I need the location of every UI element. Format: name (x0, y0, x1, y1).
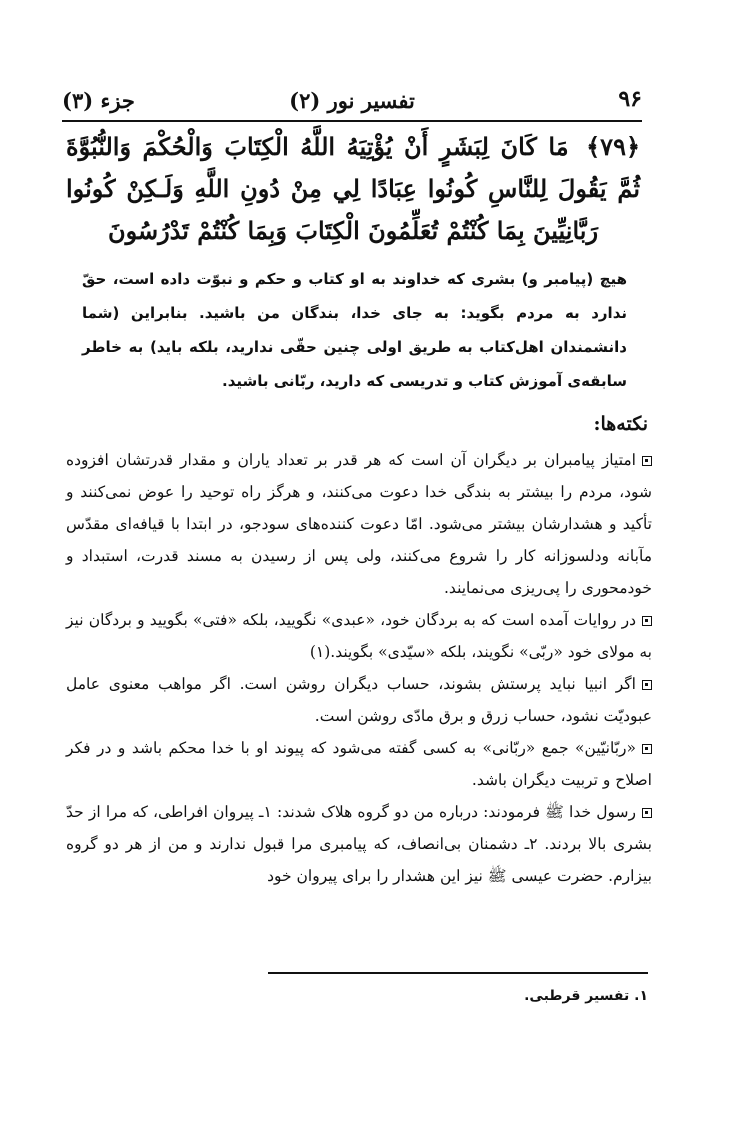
note-item (66, 668, 652, 732)
book-title: تفسیر نور (۲) (289, 88, 415, 113)
square-bullet-icon (642, 744, 652, 754)
note-item (66, 604, 652, 668)
header-rule (62, 120, 642, 122)
notes-heading: نکته‌ها: (593, 413, 648, 435)
verse-translation: هیچ (پیامبر و) بشری که خداوند به او کتاب و حکم و نبوّت داده است، حقّ ندارد به مردم بگوید: به جای خدا، بندگان من باشید. بنابراین (شما دانشمندان اهل‌کتاب به طریق اولی چنین حقّی ندارید، بلکه باید) به خاطر سابقه‌ی آموزش کتاب و تدریسی که دارید، ربّانی باشید. (82, 270, 627, 390)
footnote: ۱. تفسیر قرطبی. (524, 988, 648, 1004)
note-item (66, 796, 652, 892)
notes-list (66, 444, 652, 892)
note-text: امتیاز پیامبران بر دیگران آن است که هر قدر بر تعداد یاران و مقدار قدرتشان افزوده شود، مردم را بیشتر به بندگی خدا دعوت می‌کنند، و هرگز راه توحید را عوض نمی‌کنند و تأکید و هشدارشان بیشتر می‌شود. امّا دعوت کننده‌های سودجو، در ابتدا با قیافه‌ای مقدّس مآبانه ودلسوزانه کار را شروع می‌کنند، ولی پس از رسیدن به مسند قدرت، استبداد و خودمحوری را پی‌ریزی می‌نمایند. (66, 451, 652, 597)
page-number: ۹۶ (618, 86, 642, 112)
verse-text: مَا كَانَ لِبَشَرٍ أَنْ يُؤْتِيَهُ اللَّهُ الْكِتَابَ وَالْحُكْمَ وَالنُّبُوَّةَ ثُمَّ يَقُولَ لِلنَّاسِ كُونُوا عِبَادًا لِي مِنْ دُونِ اللَّهِ وَلَـكِنْ كُونُوا رَبَّانِيِّينَ بِمَا كُنْتُمْ تُعَلِّمُونَ الْكِتَابَ وَبِمَا كُنْتُمْ تَدْرُسُونَ (66, 132, 640, 245)
note-text: اگر انبیا نباید پرستش بشوند، حساب دیگران روشن است. اگر مواهب معنوی عامل عبودیّت نشود، حساب زرق و برق مادّی روشن است. (66, 675, 652, 725)
note-item (66, 444, 652, 604)
quran-verse (66, 126, 640, 252)
footnote-rule (268, 972, 648, 974)
note-text: رسول خدا ﷺ فرمودند: درباره من دو گروه هلاک شدند: ۱ـ پیروان افراطی، که مرا از حدّ بشری بالا بردند. ۲ـ دشمنان بی‌انصاف، که پیامبری مرا قبول ندارند و من از هر دو گروه بیزارم. حضرت عیسی ﷺ نیز این هشدار را برای پیروان خود (66, 803, 652, 885)
square-bullet-icon (642, 616, 652, 626)
square-bullet-icon (642, 808, 652, 818)
verse-number: ﴿۷۹﴾ (586, 132, 641, 161)
page-header (62, 84, 642, 118)
square-bullet-icon (642, 456, 652, 466)
note-text: «ربّانیّین» جمع «ربّانی» به کسی گفته می‌شود که پیوند او با خدا محکم باشد و در فکر اصلاح و تربیت دیگران باشد. (66, 739, 652, 789)
part-label: جزء (۳) (62, 88, 135, 113)
note-item (66, 732, 652, 796)
square-bullet-icon (642, 680, 652, 690)
note-text: در روایات آمده است که به بردگان خود، «عبدی» نگویید، بلکه «فتی» بگویید و بردگان نیز به مولای خود «ربّی» نگویند، بلکه «سیّدی» بگویند.(۱) (66, 611, 652, 661)
